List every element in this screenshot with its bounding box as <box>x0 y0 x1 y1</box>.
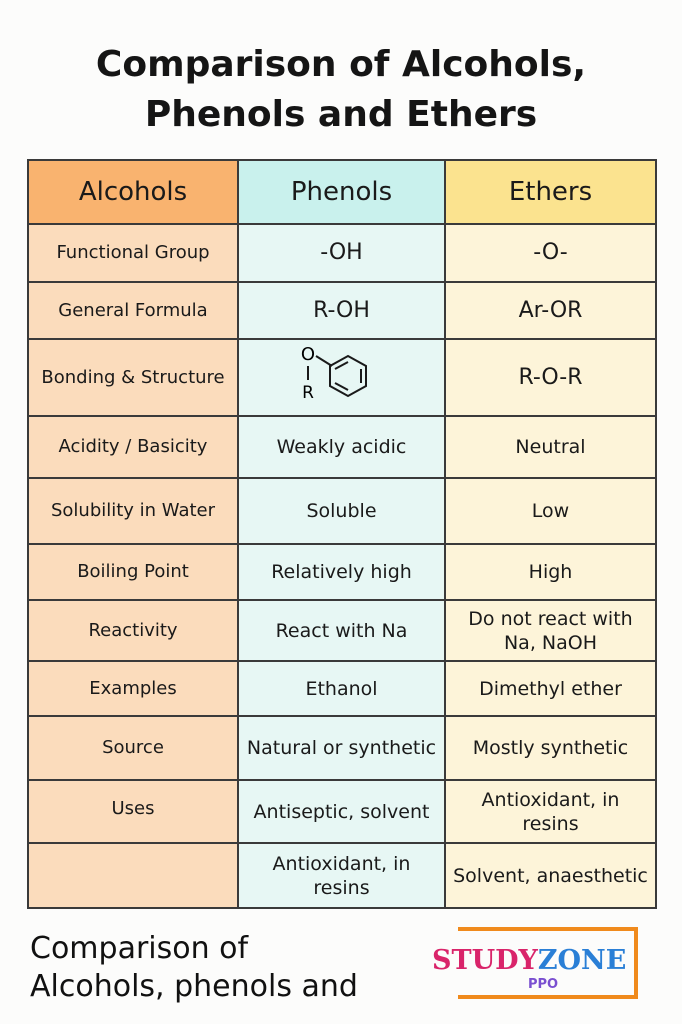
footer-caption <box>30 930 358 1006</box>
page-title <box>0 40 682 140</box>
phenols-cell: -OH <box>238 224 445 282</box>
table-row <box>28 661 656 716</box>
footer-line-2: Alcohols, phenols and <box>30 969 358 1004</box>
header-phenols: Phenols <box>238 160 445 224</box>
table-row <box>28 339 656 416</box>
ethers-cell: -O- <box>445 224 656 282</box>
ethers-cell: Neutral <box>445 416 656 478</box>
ethers-cell: High <box>445 544 656 600</box>
table-row <box>28 544 656 600</box>
logo-part-study: STUDY <box>432 945 538 976</box>
ethers-cell: Do not react with Na, NaOH <box>445 600 656 661</box>
title-line-1: Comparison of Alcohols, <box>95 44 587 85</box>
table-row <box>28 843 656 908</box>
table-row <box>28 478 656 544</box>
title-line-2: Phenols and Ethers <box>144 94 538 135</box>
phenyl-ring-icon <box>292 342 392 408</box>
footer-line-1: Comparison of <box>30 931 249 966</box>
row-label <box>28 843 238 908</box>
row-label: Acidity / Basicity <box>28 416 238 478</box>
ethers-cell: Antioxidant, in resins <box>445 780 656 843</box>
phenols-cell: Relatively high <box>238 544 445 600</box>
table-header-row <box>28 160 656 224</box>
phenols-cell: Antiseptic, solvent <box>238 780 445 843</box>
ethers-cell: R-O-R <box>445 339 656 416</box>
row-label: Solubility in Water <box>28 478 238 544</box>
phenols-cell <box>238 339 445 416</box>
row-label: Bonding & Structure <box>28 339 238 416</box>
row-label: Boiling Point <box>28 544 238 600</box>
ethers-cell: Low <box>445 478 656 544</box>
phenols-cell: R-OH <box>238 282 445 339</box>
logo-sub: PPO <box>528 977 559 992</box>
table-row <box>28 780 656 843</box>
table-row <box>28 282 656 339</box>
table-row <box>28 416 656 478</box>
phenols-cell: Soluble <box>238 478 445 544</box>
table-row <box>28 600 656 661</box>
phenols-cell: React with Na <box>238 600 445 661</box>
row-label: Functional Group <box>28 224 238 282</box>
ethers-cell: Solvent, anaesthetic <box>445 843 656 908</box>
table-row <box>28 716 656 780</box>
table-row <box>28 224 656 282</box>
studyzone-logo <box>432 927 652 1007</box>
ethers-cell: Dimethyl ether <box>445 661 656 716</box>
row-label: Source <box>28 716 238 780</box>
atom-o: O <box>300 343 315 365</box>
row-label: Examples <box>28 661 238 716</box>
header-ethers: Ethers <box>445 160 656 224</box>
logo-wordmark <box>432 945 626 976</box>
row-label: Reactivity <box>28 600 238 661</box>
atom-r: R <box>301 382 314 403</box>
comparison-table <box>27 159 657 909</box>
ethers-cell: Ar-OR <box>445 282 656 339</box>
logo-part-zone: ZONE <box>537 945 627 976</box>
phenols-cell: Weakly acidic <box>238 416 445 478</box>
header-alcohols: Alcohols <box>28 160 238 224</box>
ethers-cell: Mostly synthetic <box>445 716 656 780</box>
phenols-cell: Antioxidant, in resins <box>238 843 445 908</box>
phenols-cell: Natural or synthetic <box>238 716 445 780</box>
row-label: Uses <box>28 780 238 843</box>
row-label: General Formula <box>28 282 238 339</box>
phenols-cell: Ethanol <box>238 661 445 716</box>
